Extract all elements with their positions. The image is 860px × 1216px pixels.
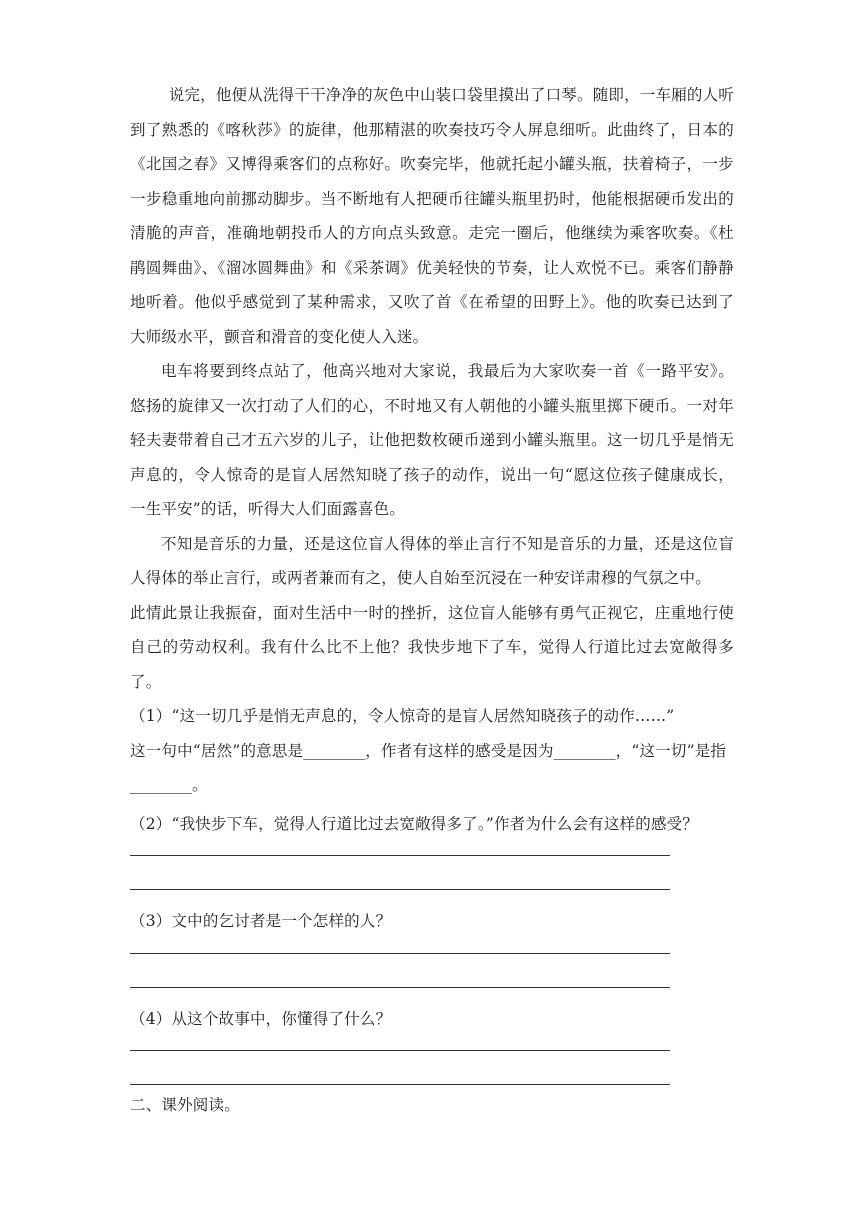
question-1-part-a: 这一句中“居然”的意思是 xyxy=(130,741,304,760)
question-1 xyxy=(130,699,734,803)
question-1-part-b: ，作者有这样的感受是因为 xyxy=(365,741,554,760)
section-heading: 二、课外阅读。 xyxy=(130,1096,240,1114)
question-1-fill xyxy=(130,734,734,803)
answer-line[interactable] xyxy=(130,855,670,856)
question-1-stem: （1）“这一切几乎是悄无声息的，令人惊奇的是盲人居然知晓孩子的动作……” xyxy=(130,707,675,725)
answer-line[interactable] xyxy=(130,1084,670,1085)
passage-paragraph-4: 此情此景让我振奋，面对生活中一时的挫折，这位盲人能够有勇气正视它，庄重地行使自己的劳动权利。我有什么比不上他？我快步地下了车，觉得人行道比过去宽敞得多了。 xyxy=(130,603,734,691)
answer-blank-3[interactable]: ________ xyxy=(130,776,192,794)
question-1-part-d: 。 xyxy=(192,776,208,794)
question-4-stem: （4）从这个故事中，你懂得了什么？ xyxy=(130,1009,392,1028)
question-1-part-c: ，“这一切”是指 xyxy=(615,741,727,760)
answer-line[interactable] xyxy=(130,987,670,988)
reading-passage xyxy=(130,78,734,1085)
answer-blank-1[interactable]: ________ xyxy=(303,741,366,760)
question-2 xyxy=(130,807,734,891)
passage-paragraph-2: 电车将要到终点站了，他高兴地对大家说，我最后为大家吹奏一首《一路平安》。悠扬的旋律又一次打动了人们的心，不时地又有人朝他的小罐头瓶里掷下硬币。一对年轻夫妻带着自己才五六岁的儿子，让他把数枚硬币递到小罐头瓶里。这一切几乎是悄无声息的，令人惊奇的是盲人居然知晓了孩子的动作，说出一句“愿这位孩子健康成长，一生平安”的话，听得大人们面露喜色。 xyxy=(130,362,734,518)
question-3 xyxy=(130,904,734,988)
answer-line[interactable] xyxy=(130,953,670,954)
question-4 xyxy=(130,1002,734,1086)
answer-line[interactable] xyxy=(130,889,670,890)
question-2-stem: （2）“我快步下车，觉得人行道比过去宽敞得多了。”作者为什么会有这样的感受？ xyxy=(130,814,699,833)
answer-line[interactable] xyxy=(130,1050,670,1051)
passage-paragraph-3: 不知是音乐的力量，还是这位盲人得体的举止言行不知是音乐的力量，还是这位盲人得体的举止言行，或两者兼而有之，使人自始至沉浸在一种安详肃穆的气氛之中。 xyxy=(130,534,734,587)
answer-blank-2[interactable]: ________ xyxy=(553,741,616,760)
passage-paragraph-1: 说完，他便从洗得干干净净的灰色中山装口袋里摸出了口琴。随即，一车厢的人听到了熟悉的《喀秋莎》的旋律，他那精湛的吹奏技巧令人屏息细听。此曲终了，日本的《北国之春》又博得乘客们的点称好。吹奏完毕，他就托起小罐头瓶，扶着椅子，一步一步稳重地向前挪动脚步。当不断地有人把硬币往罐头瓶里扔时，他能根据硬币发出的清脆的声音，准确地朝投币人的方向点头致意。走完一圈后，他继续为乘客吹奏。《杜鹃圆舞曲》、《溜冰圆舞曲》和《采茶调》优美轻快的节奏，让人欢悦不已。乘客们静静地听着。他似乎感觉到了某种需求，又吹了首《在希望的田野上》。他的吹奏已达到了大师级水平，颤音和滑音的变化使人入迷。 xyxy=(130,86,734,346)
question-3-stem: （3）文中的乞讨者是一个怎样的人？ xyxy=(130,912,392,930)
